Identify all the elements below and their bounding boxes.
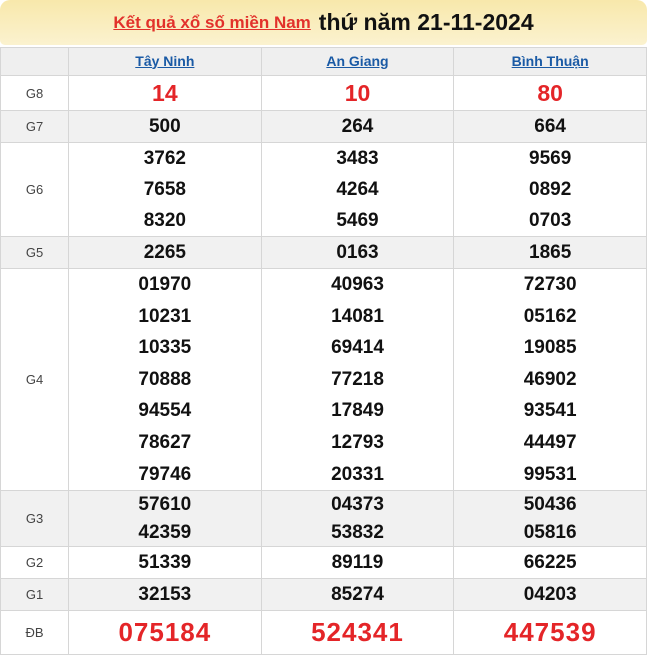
prize-number: 32153 <box>138 584 192 606</box>
prize-number: 14 <box>152 80 178 106</box>
prize-number: 264 <box>341 116 374 137</box>
prize-number: 7658 <box>143 179 186 200</box>
prize-number: 10231 <box>138 305 192 327</box>
prize-label: G6 <box>1 143 69 237</box>
prize-number: 85274 <box>331 584 384 606</box>
prize-number: 4264 <box>336 179 379 200</box>
prize-number: 3762 <box>143 148 186 169</box>
prize-number: 0703 <box>529 210 572 231</box>
prize-number: 20331 <box>331 463 384 485</box>
prize-label: G8 <box>1 76 69 111</box>
prize-value-cell <box>454 143 647 237</box>
prize-number: 5469 <box>336 210 379 231</box>
prize-value-cell <box>261 76 454 111</box>
prize-value-cell <box>69 547 262 579</box>
prize-value-cell <box>454 111 647 143</box>
prize-number: 57610 <box>138 494 192 516</box>
prize-number: 19085 <box>523 337 577 359</box>
prize-value-cell <box>69 611 262 655</box>
prize-number: 17849 <box>331 400 384 422</box>
prize-row-2 <box>1 111 647 143</box>
prize-value-cell <box>69 76 262 111</box>
prize-label: G1 <box>1 579 69 611</box>
province-link-1[interactable]: Tây Ninh <box>135 52 195 69</box>
prize-value-cell <box>261 491 454 547</box>
lottery-region-link[interactable]: Kết quả xổ số miền Nam <box>113 12 311 32</box>
prize-number: 05162 <box>523 305 577 327</box>
prize-value-cell <box>69 491 262 547</box>
province-column-header <box>69 48 262 76</box>
prize-number: 04203 <box>523 584 577 606</box>
prize-number: 69414 <box>331 337 384 359</box>
prize-value-cell <box>261 237 454 269</box>
prize-value-cell <box>69 579 262 611</box>
prize-label: G7 <box>1 111 69 143</box>
prize-number: 1865 <box>529 242 572 263</box>
prize-value-cell <box>69 143 262 237</box>
prize-number: 075184 <box>118 617 212 648</box>
prize-number: 10 <box>344 80 371 106</box>
prize-row-6 <box>1 491 647 547</box>
prize-value-cell <box>261 269 454 491</box>
title-banner <box>0 0 647 45</box>
prize-value-cell <box>454 491 647 547</box>
prize-number: 66225 <box>523 552 577 574</box>
results-table <box>0 47 647 655</box>
prize-number: 78627 <box>138 431 192 453</box>
prize-value-cell <box>69 269 262 491</box>
prize-number: 3483 <box>336 148 379 169</box>
prize-value-cell <box>454 76 647 111</box>
prize-value-cell <box>454 579 647 611</box>
prize-number: 01970 <box>138 274 192 295</box>
prize-row-7 <box>1 547 647 579</box>
prize-number: 77218 <box>331 368 384 390</box>
prize-number: 9569 <box>529 148 572 169</box>
prize-number: 2265 <box>143 242 186 263</box>
prize-row-9 <box>1 611 647 655</box>
prize-number: 8320 <box>143 210 186 231</box>
prize-number: 447539 <box>503 617 597 648</box>
province-link-2[interactable]: An Giang <box>326 52 389 69</box>
prize-value-cell <box>69 111 262 143</box>
prize-number: 04373 <box>331 494 384 516</box>
prize-value-cell <box>454 269 647 491</box>
province-column-header <box>454 48 647 76</box>
prize-value-cell <box>454 237 647 269</box>
prize-number: 46902 <box>523 368 577 390</box>
prize-value-cell <box>261 611 454 655</box>
prize-number: 0163 <box>336 242 379 263</box>
prize-number: 93541 <box>523 400 577 422</box>
prize-number: 0892 <box>529 179 572 200</box>
prize-value-cell <box>69 237 262 269</box>
prize-label: G5 <box>1 237 69 269</box>
prize-label: ĐB <box>1 611 69 655</box>
prize-label: G4 <box>1 269 69 491</box>
prize-number: 79746 <box>138 463 192 485</box>
results-table-body <box>1 76 647 655</box>
prize-row-8 <box>1 579 647 611</box>
prize-number: 40963 <box>331 274 384 295</box>
prize-number: 89119 <box>331 552 384 574</box>
prize-number: 44497 <box>523 431 577 453</box>
province-link-3[interactable]: Bình Thuận <box>511 52 589 69</box>
prize-number: 72730 <box>523 274 577 295</box>
prize-number: 664 <box>534 116 566 137</box>
prize-row-3 <box>1 143 647 237</box>
prize-number: 42359 <box>138 521 192 543</box>
prize-number: 94554 <box>138 400 192 422</box>
province-column-header <box>261 48 454 76</box>
prize-number: 14081 <box>331 305 384 327</box>
prize-value-cell <box>261 143 454 237</box>
prize-number: 53832 <box>331 521 384 543</box>
prize-number: 500 <box>148 116 181 137</box>
prize-number: 50436 <box>523 494 577 516</box>
prize-number: 99531 <box>523 463 577 485</box>
prize-value-cell <box>454 547 647 579</box>
prize-row-1 <box>1 76 647 111</box>
prize-value-cell <box>261 111 454 143</box>
prize-number: 524341 <box>311 617 404 648</box>
prize-number: 10335 <box>138 337 192 359</box>
prize-label: G3 <box>1 491 69 547</box>
prize-value-cell <box>454 611 647 655</box>
prize-number: 70888 <box>138 368 192 390</box>
prize-value-cell <box>261 579 454 611</box>
prize-column-header <box>1 48 69 76</box>
draw-date-text: thứ năm 21-11-2024 <box>318 9 534 35</box>
prize-number: 80 <box>537 80 563 106</box>
prize-number: 12793 <box>331 431 384 453</box>
results-table-header <box>1 48 647 76</box>
prize-row-5 <box>1 269 647 491</box>
prize-value-cell <box>261 547 454 579</box>
prize-number: 51339 <box>138 552 192 574</box>
prize-row-4 <box>1 237 647 269</box>
prize-number: 05816 <box>523 521 577 543</box>
prize-label: G2 <box>1 547 69 579</box>
